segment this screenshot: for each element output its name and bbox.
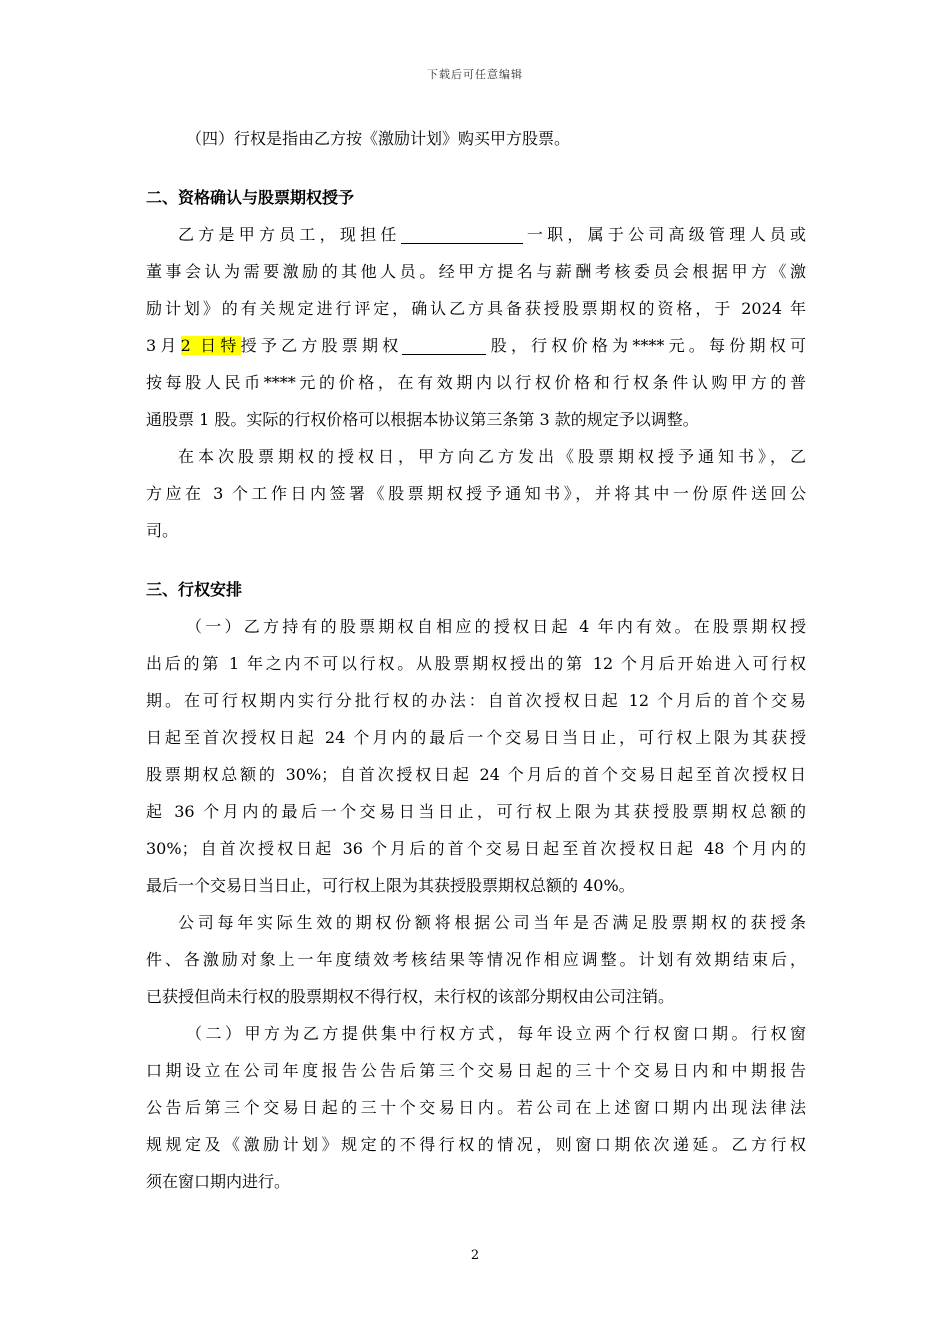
text-line: 公告后第三个交易日起的三十个交易日内。若公司在上述窗口期内出现法律法 bbox=[146, 1098, 806, 1117]
text-line: 起 36 个月内的最后一个交易日当日止，可行权上限为其获授股票期权总额的 bbox=[146, 802, 806, 821]
text-line: 口期设立在公司年度报告公告后第三个交易日起的三十个交易日内和中期报告 bbox=[146, 1061, 806, 1080]
text-line: 乙方是甲方员工，现担任 一职，属于公司高级管理人员或 bbox=[178, 225, 806, 244]
text-line: 30%；自首次授权日起 36 个月后的首个交易日起至首次授权日起 48 个月内的 bbox=[146, 839, 806, 858]
paragraph-exercise-definition: （四）行权是指由乙方按《激励计划》购买甲方股票。 bbox=[186, 129, 571, 148]
text-line: 公司每年实际生效的期权份额将根据公司当年是否满足股票期权的获授条 bbox=[178, 913, 806, 932]
text-line: 已获授但尚未行权的股票期权不得行权，未行权的该部分期权由公司注销。 bbox=[146, 987, 675, 1006]
text-line: 件、各激励对象上一年度绩效考核结果等情况作相应调整。计划有效期结束后， bbox=[146, 950, 806, 969]
text-line: （一）乙方持有的股票期权自相应的授权日起 4 年内有效。在股票期权授 bbox=[186, 617, 806, 636]
text-line: 励计划》的有关规定进行评定，确认乙方具备获授股票期权的资格，于 2024 年 bbox=[146, 299, 806, 318]
text-line: 董事会认为需要激励的其他人员。经甲方提名与薪酬考核委员会根据甲方《激 bbox=[146, 262, 806, 281]
page-header: 下载后可任意编辑 bbox=[427, 68, 523, 81]
text-line: 最后一个交易日当日止，可行权上限为其获授股票期权总额的 40%。 bbox=[146, 876, 635, 895]
section-heading-qualification: 二、资格确认与股票期权授予 bbox=[146, 188, 355, 207]
text-line: 通股票 1 股。实际的行权价格可以根据本协议第三条第 3 款的规定予以调整。 bbox=[146, 410, 699, 429]
paragraph-grant-notice bbox=[146, 438, 806, 549]
text-line: （二）甲方为乙方提供集中行权方式，每年设立两个行权窗口期。行权窗 bbox=[186, 1024, 806, 1043]
page-number: 2 bbox=[470, 1248, 480, 1263]
paragraph-qualification bbox=[146, 216, 806, 438]
text-line: 日起至首次授权日起 24 个月内的最后一个交易日当日止，可行权上限为其获授 bbox=[146, 728, 806, 747]
text-line: 司。 bbox=[146, 521, 179, 540]
text-line: 须在窗口期内进行。 bbox=[146, 1172, 291, 1191]
text-line: 方应在 3 个工作日内签署《股票期权授予通知书》，并将其中一份原件送回公 bbox=[146, 484, 806, 503]
document-body bbox=[146, 120, 806, 1200]
section-heading-exercise-arrangement: 三、行权安排 bbox=[146, 580, 243, 599]
text-line: 期。在可行权期内实行分批行权的办法：自首次授权日起 12 个月后的首个交易 bbox=[146, 691, 806, 710]
highlighted-date-text: 2 日特 bbox=[180, 336, 241, 355]
text-line: 在本次股票期权的授权日，甲方向乙方发出《股票期权授予通知书》，乙 bbox=[178, 447, 806, 466]
text-line: 规规定及《激励计划》规定的不得行权的情况，则窗口期依次递延。乙方行权 bbox=[146, 1135, 806, 1154]
text-line: 出后的第 1 年之内不可以行权。从股票期权授出的第 12 个月后开始进入可行权 bbox=[146, 654, 806, 673]
text-line: 3月2 日特授予乙方股票期权 股，行权价格为****元。每份期权可 bbox=[146, 336, 806, 355]
paragraph-annual-adjustment bbox=[146, 904, 806, 1015]
position-blank-field bbox=[401, 223, 523, 244]
text-line: 按每股人民币****元的价格，在有效期内以行权价格和行权条件认购甲方的普 bbox=[146, 373, 806, 392]
paragraph-exercise-window bbox=[146, 1015, 806, 1200]
text-line: 股票期权总额的 30%；自首次授权日起 24 个月后的首个交易日起至首次授权日 bbox=[146, 765, 806, 784]
paragraph-validity-period bbox=[146, 608, 806, 904]
shares-blank-field bbox=[402, 334, 486, 355]
